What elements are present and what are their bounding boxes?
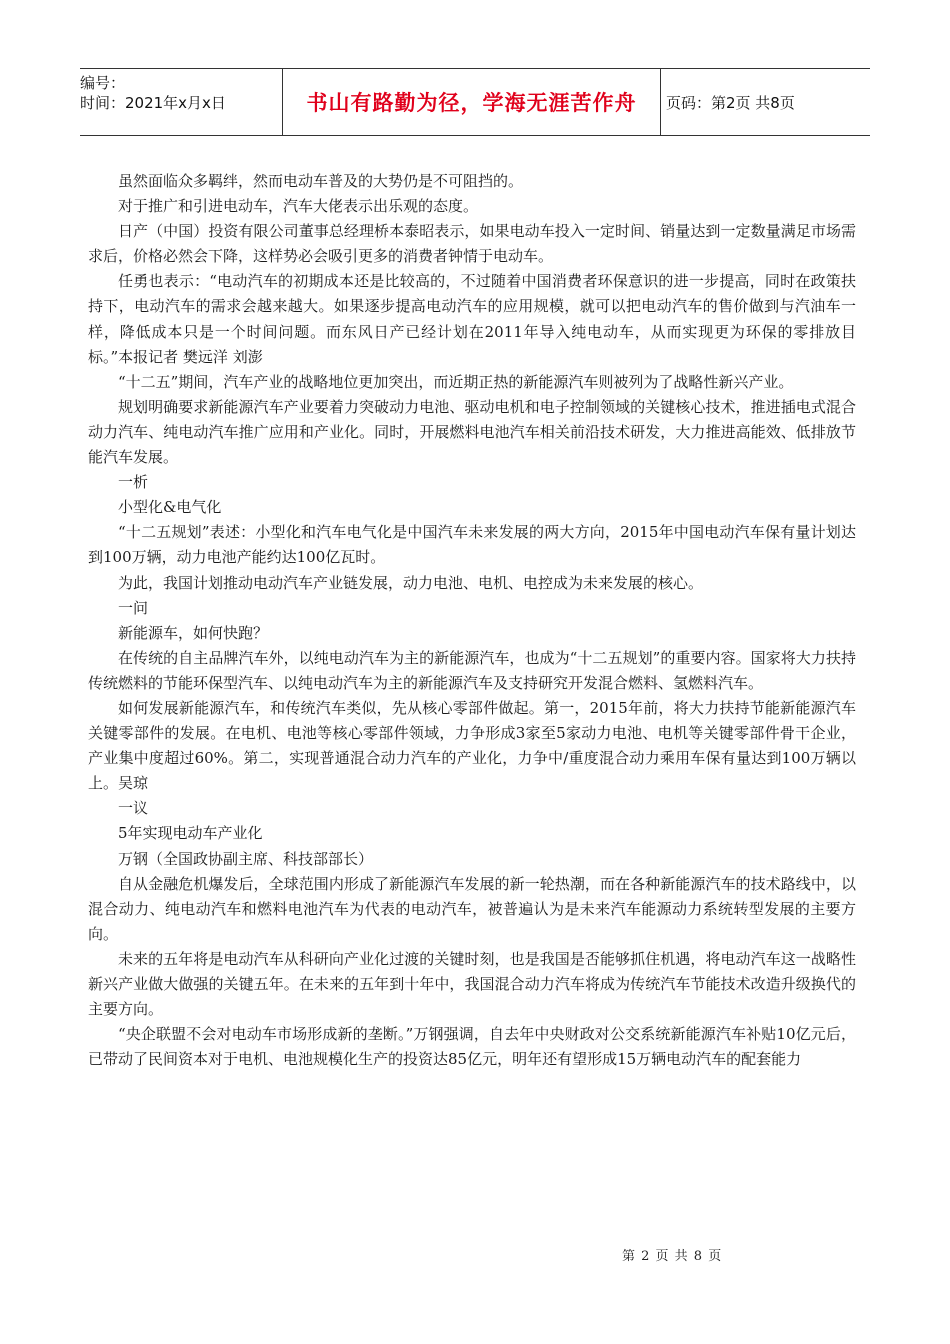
paragraph: 如何发展新能源汽车，和传统汽车类似，先从核心零部件做起。第一，2015年前，将大力扶持节能新能源汽车关键零部件的发展。在电机、电池等核心零部件领域，力争形成3家至5家动力电池、电机等关键零部件骨干企业，产业集中度超过60%。第二，实现普通混合动力汽车的产业化，力争中/重度混合动力乘用车保有量达到100万辆以上。吴琼: [88, 698, 856, 793]
document-body: [88, 169, 856, 1072]
speaker-line: 万钢（全国政协副主席、科技部部长）: [118, 849, 374, 868]
paragraph: 规划明确要求新能源汽车产业要着力突破动力电池、驱动电机和电子控制领域的关键核心技术，推进插电式混合动力汽车、纯电动汽车推广应用和产业化。同时，开展燃料电池汽车相关前沿技术研发，大力推进高能效、低排放节能汽车发展。: [88, 397, 856, 467]
paragraph: “十二五”期间，汽车产业的战略地位更加突出，而近期正热的新能源汽车则被列为了战略性新兴产业。: [118, 372, 794, 391]
paragraph: “央企联盟不会对电动车市场形成新的垄断。”万钢强调，自去年中央财政对公交系统新能源汽车补贴10亿元后，已带动了民间资本对于电机、电池规模化生产的投资达85亿元，明年还有望形成15万辆电动汽车的配套能力: [88, 1025, 856, 1069]
section-marker: 一问: [118, 598, 149, 617]
section-heading: 新能源车，如何快跑？: [118, 623, 269, 642]
section-marker: 一议: [118, 799, 149, 818]
header-meta: [80, 69, 283, 135]
header-motto: 书山有路勤为径，学海无涯苦作舟: [283, 69, 661, 135]
paragraph: 自从金融危机爆发后，全球范围内形成了新能源汽车发展的新一轮热潮，而在各种新能源汽车的技术路线中，以混合动力、纯电动汽车和燃料电池汽车为代表的电动汽车，被普遍认为是未来汽车能源动力系统转型发展的主要方向。: [88, 874, 856, 943]
paragraph: “十二五规划”表述：小型化和汽车电气化是中国汽车未来发展的两大方向，2015年中国电动汽车保有量计划达到100万辆，动力电池产能约达100亿瓦时。: [88, 523, 856, 567]
section-heading: 小型化&电气化: [118, 498, 222, 517]
section-marker: 一析: [118, 473, 149, 492]
paragraph: 为此，我国计划推动电动汽车产业链发展，动力电池、电机、电控成为未来发展的核心。: [118, 573, 704, 592]
paragraph: 对于推广和引进电动车，汽车大佬表示出乐观的态度。: [118, 197, 479, 216]
section-heading: 5年实现电动车产业化: [118, 824, 263, 843]
header-page-indicator: 页码：第2页 共8页: [666, 93, 795, 112]
paragraph: 日产（中国）投资有限公司董事总经理桥本泰昭表示，如果电动车投入一定时间、销量达到一定数量满足市场需求后，价格必然会下降，这样势必会吸引更多的消费者钟情于电动车。: [88, 222, 856, 266]
paragraph: 未来的五年将是电动汽车从科研向产业化过渡的关键时刻，也是我国是否能够抓住机遇，将电动汽车这一战略性新兴产业做大做强的关键五年。在未来的五年到十年中，我国混合动力汽车将成为传统汽车节能技术改造升级换代的主要方向。: [88, 949, 856, 1019]
document-date-label: 时间：2021年x月x日: [80, 94, 226, 112]
document-number-label: 编号：: [80, 74, 126, 92]
page-footer: 第 2 页 共 8 页: [622, 1249, 723, 1264]
paragraph: 任勇也表示：“电动汽车的初期成本还是比较高的，不过随着中国消费者环保意识的进一步提高，同时在政策扶持下，电动汽车的需求会越来越大。如果逐步提高电动汽车的应用规模，就可以把电动汽车的售价做到与汽油车一样，降低成本只是一个时间问题。而东风日产已经计划在2011年导入纯电动车，从而实现更为环保的零排放目标。”本报记者 樊远洋 刘澎: [88, 272, 856, 366]
paragraph: 虽然面临众多羁绊，然而电动车普及的大势仍是不可阻挡的。: [118, 172, 524, 190]
page-header: [80, 68, 870, 136]
paragraph: 在传统的自主品牌汽车外，以纯电动汽车为主的新能源汽车，也成为“十二五规划”的重要内容。国家将大力扶持传统燃料的节能环保型汽车、以纯电动汽车为主的新能源汽车及支持研究开发混合燃料、氢燃料汽车。: [88, 648, 856, 692]
